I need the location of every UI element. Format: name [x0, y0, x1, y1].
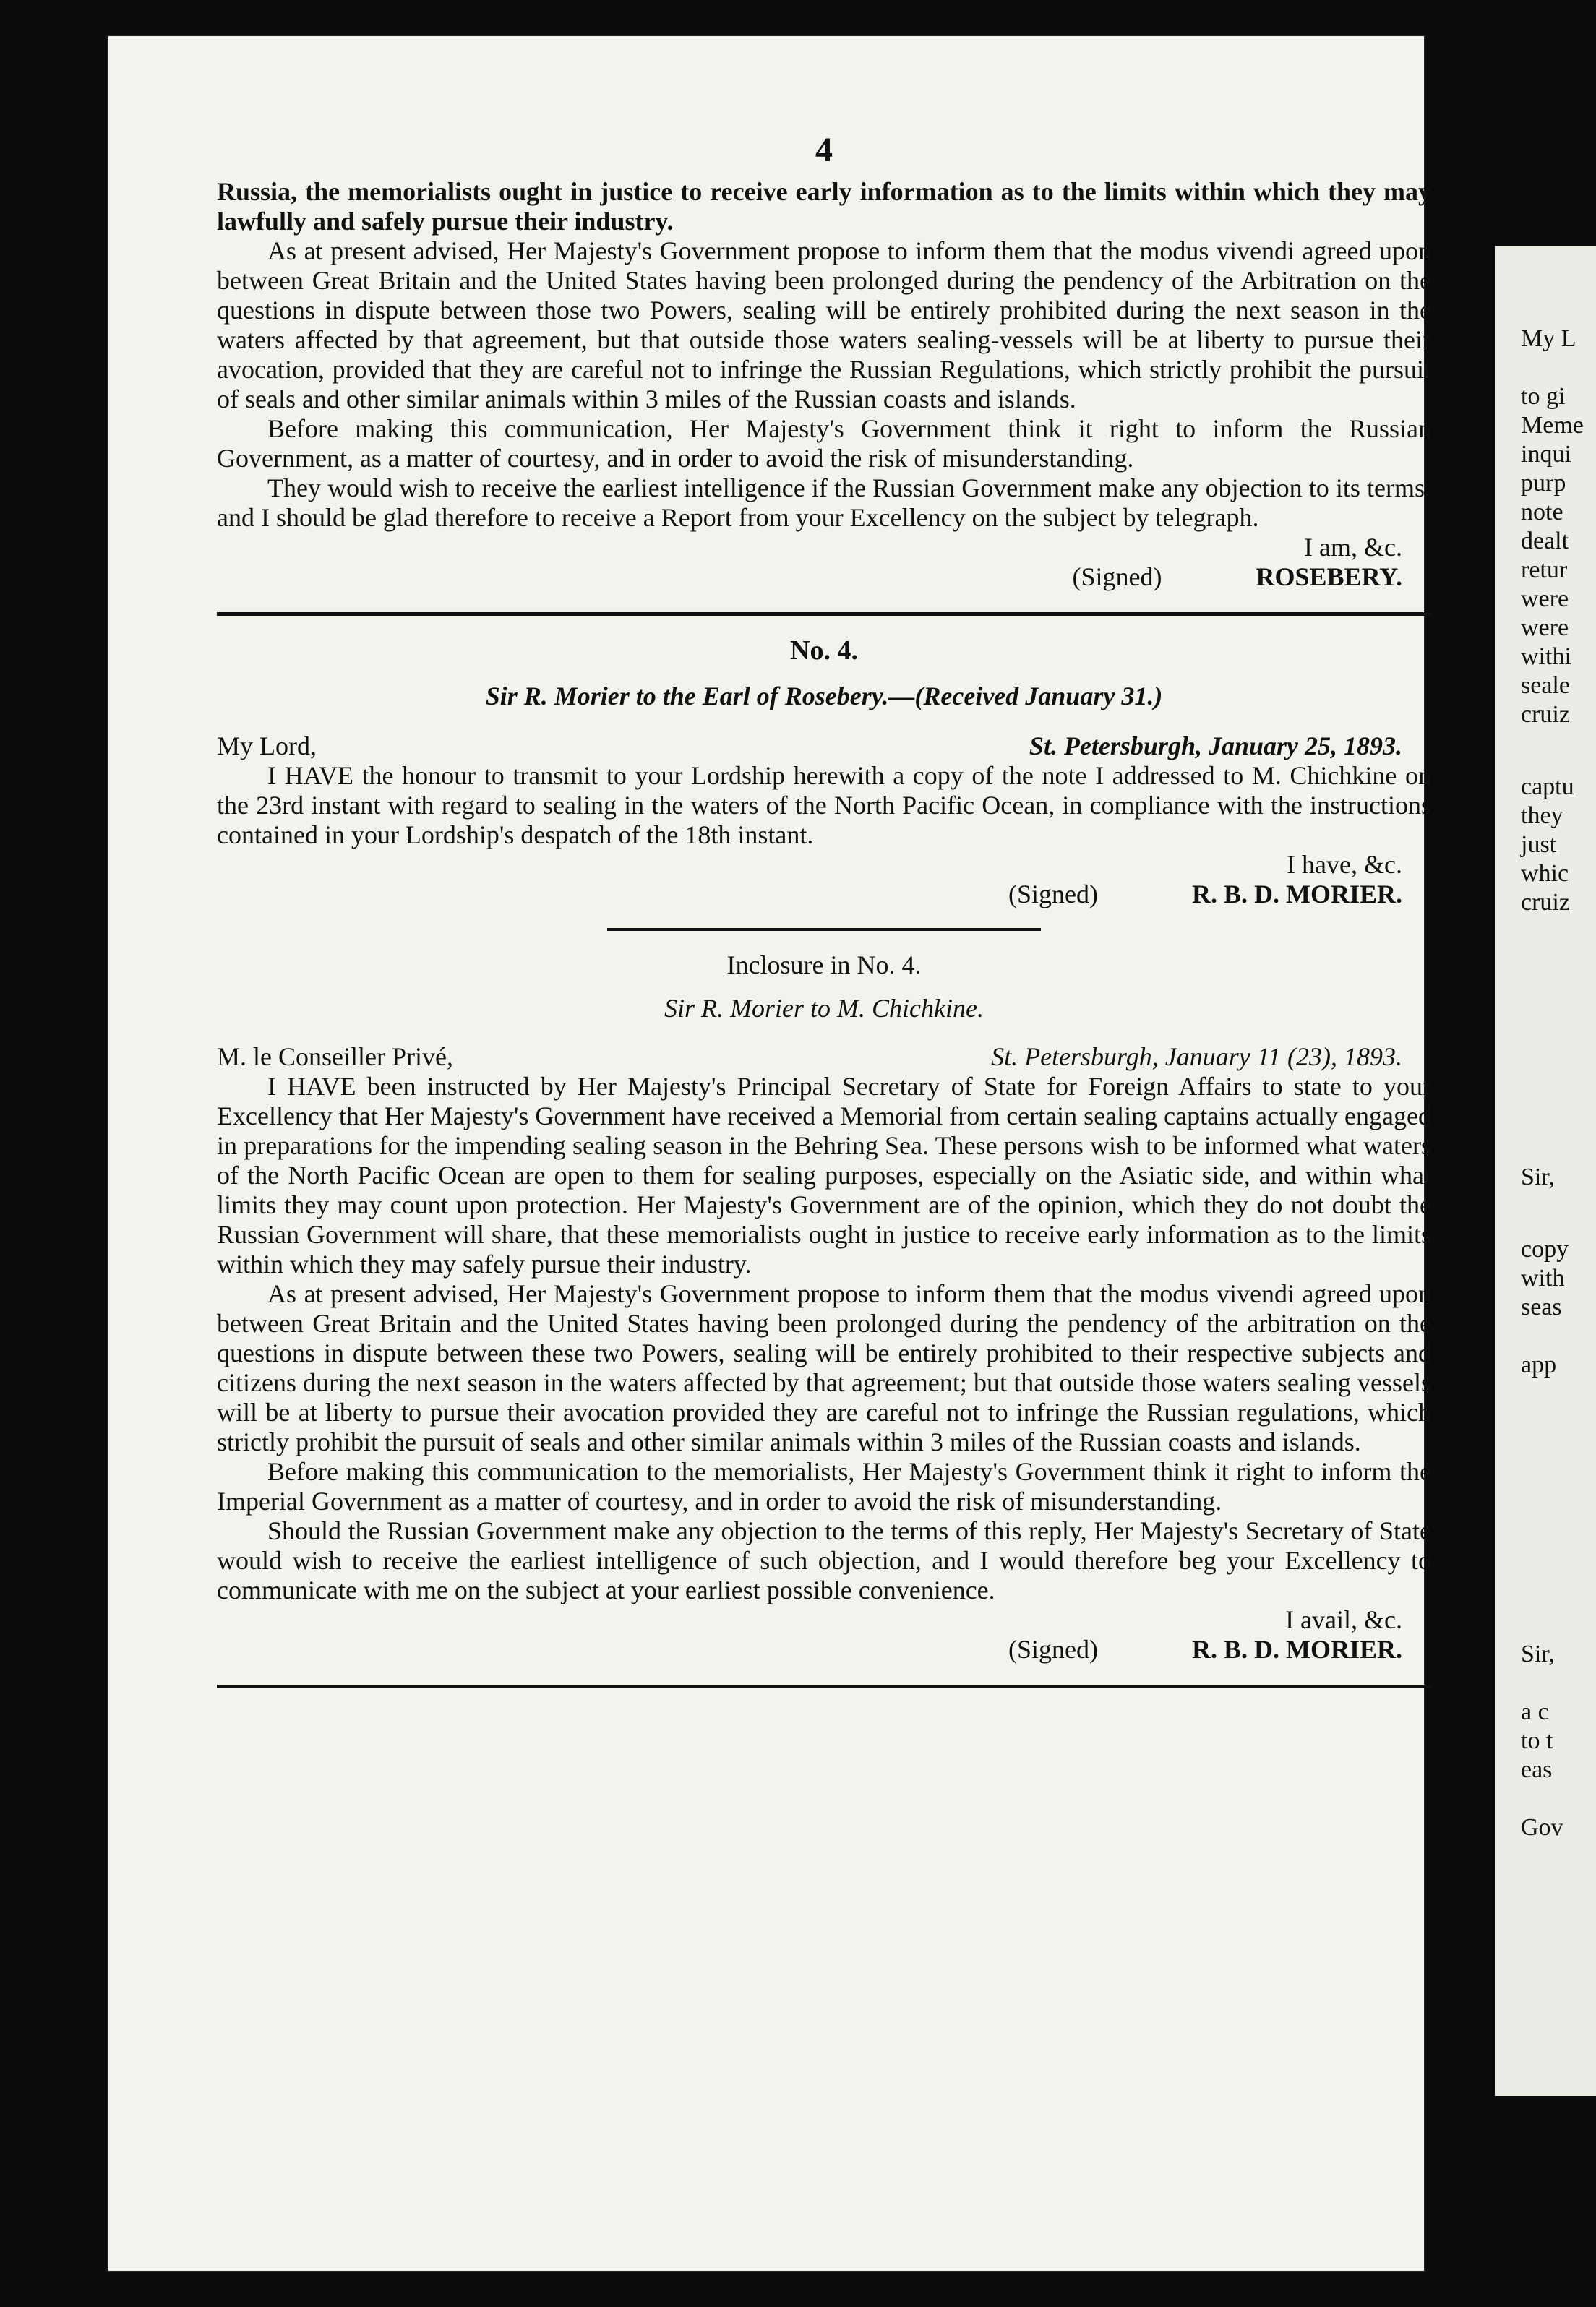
paragraph: They would wish to receive the earliest intelligence if the Russian Government make any objection to its terms, and I should be glad therefore to receive a Report from your Excellency on the subject by telegraph.	[217, 473, 1431, 532]
adjacent-page-fragment: they	[1521, 802, 1563, 829]
signature-line	[217, 562, 1431, 592]
adjacent-page-fragment: retur	[1521, 557, 1568, 583]
divider	[217, 1685, 1431, 1688]
adjacent-page-fragment: just	[1521, 831, 1557, 858]
paragraph: As at present advised, Her Majesty's Government propose to inform them that the modus vivendi agreed upon between Great Britain and the United States having been prolonged during the pendency of the arbitration on the questions in dispute between these two Powers, sealing will be entirely prohibited to their respective subjects and citizens during the next season in the waters affected by that agreement; but that outside those waters sealing vessels will be at liberty to pursue their avocation provided they are careful not to infringe the Russian regulations, which strictly prohibit the pursuit of seals and other similar animals within 3 miles of the Russian coasts and islands.	[217, 1279, 1431, 1456]
salutation: My Lord,	[217, 731, 317, 760]
document-page	[108, 36, 1431, 2271]
adjacent-page-fragment: to gi	[1521, 383, 1566, 410]
closing: I avail, &c.	[1285, 1605, 1402, 1634]
signature-line	[217, 880, 1431, 909]
paragraph: I HAVE been instructed by Her Majesty's Principal Secretary of State for Foreign Affairs to state to your Excellency that Her Majesty's Government have received a Memorial from certain sealing captains actually engaged in preparations for the impending sealing season in the Behring Sea. These persons wish to be informed what waters of the North Pacific Ocean are open to them for sealing purposes, especially on the Asiatic side, and within what limits they may count upon protection. Her Majesty's Government are of the opinion, which they do not doubt the Russian Government will share, that these memorialists ought in justice to receive early information as to the limits within which they may safely pursue their industry.	[217, 1072, 1431, 1279]
dateline	[217, 1042, 1431, 1072]
inclosure-heading: Inclosure in No. 4.	[726, 950, 922, 979]
paragraph: Russia, the memorialists ought in justice to receive early information as to the limits within which they may lawfully and safely pursue their industry.	[217, 177, 1431, 236]
adjacent-page-fragment: were	[1521, 585, 1569, 612]
signer-name: R. B. D. MORIER.	[1191, 1635, 1402, 1664]
page-number: 4	[815, 131, 833, 169]
adjacent-page-fragment: cruiz	[1521, 889, 1570, 916]
signer-name: R. B. D. MORIER.	[1191, 880, 1402, 908]
salutation: M. le Conseiller Privé,	[217, 1042, 453, 1071]
adjacent-page-fragment: My L	[1521, 325, 1576, 352]
adjacent-page-fragment: inqui	[1521, 441, 1571, 468]
place-date: St. Petersburgh, January 11 (23), 1893.	[991, 1042, 1402, 1071]
adjacent-page-fragment: dealt	[1521, 528, 1569, 554]
adjacent-page-fragment: seale	[1521, 672, 1570, 699]
signed-label: (Signed)	[1008, 880, 1098, 908]
adjacent-page-fragment: whic	[1521, 860, 1569, 887]
divider	[217, 612, 1431, 616]
paragraph: Should the Russian Government make any objection to the terms of this reply, Her Majesty's Secretary of State would wish to receive the earliest intelligence of such objection, and I would therefore beg your Excellency to communicate with me on the subject at your earliest possible convenience.	[217, 1516, 1431, 1604]
adjacent-page-fragment: Meme	[1521, 412, 1584, 439]
document-title: Sir R. Morier to M. Chichkine.	[664, 994, 984, 1023]
paragraph: Before making this communication to the memorialists, Her Majesty's Government think it right to inform the Imperial Government as a matter of courtesy, and in order to avoid the risk of misunderstanding.	[217, 1457, 1431, 1516]
adjacent-page-fragment: app	[1521, 1352, 1557, 1378]
adjacent-page-fragment: copy	[1521, 1236, 1569, 1263]
adjacent-page-fragment: captu	[1521, 773, 1574, 800]
signed-label: (Signed)	[1072, 562, 1162, 591]
adjacent-page-fragment: withi	[1521, 643, 1571, 670]
adjacent-page-fragment: eas	[1521, 1756, 1553, 1783]
divider	[607, 928, 1041, 931]
paragraph: Before making this communication, Her Majesty's Government think it right to inform the Russian Government, as a matter of courtesy, and in order to avoid the risk of misunderstanding.	[217, 414, 1431, 473]
signer-name: ROSEBERY.	[1256, 562, 1402, 591]
adjacent-page-fragment: seas	[1521, 1294, 1562, 1320]
document-title: Sir R. Morier to the Earl of Rosebery.—(Received January 31.)	[485, 682, 1163, 710]
closing: I have, &c.	[1287, 850, 1402, 879]
adjacent-page-fragment: Sir,	[1521, 1641, 1555, 1667]
adjacent-page-fragment: Sir,	[1521, 1164, 1555, 1190]
place-date: St. Petersburgh, January 25, 1893.	[1029, 731, 1402, 760]
document-number: No. 4.	[790, 635, 858, 666]
adjacent-page-fragment: to t	[1521, 1727, 1553, 1754]
adjacent-page-fragment: note	[1521, 499, 1563, 525]
adjacent-page-fragment: with	[1521, 1265, 1565, 1292]
paragraph: As at present advised, Her Majesty's Government propose to inform them that the modus vivendi agreed upon between Great Britain and the United States having been prolonged during the pendency of the Arbitration on the questions in dispute between those two Powers, sealing will be entirely prohibited during the next season in the waters affected by that agreement, but that outside those waters sealing-vessels will be at liberty to pursue their avocation, provided that they are careful not to infringe the Russian Regulations, which strictly prohibit the pursuit of seals and other similar animals within 3 miles of the Russian coasts and islands.	[217, 236, 1431, 413]
adjacent-page-fragment: a c	[1521, 1698, 1549, 1725]
signature-line	[217, 1635, 1431, 1664]
signed-label: (Signed)	[1008, 1635, 1098, 1664]
page-content	[217, 130, 1431, 1707]
adjacent-page-fragment: were	[1521, 614, 1569, 641]
adjacent-page-fragment: cruiz	[1521, 701, 1570, 728]
adjacent-page-fragment: Gov	[1521, 1814, 1563, 1841]
closing: I am, &c.	[1304, 533, 1402, 562]
adjacent-page-fragment: purp	[1521, 470, 1566, 497]
paragraph: I HAVE the honour to transmit to your Lordship herewith a copy of the note I addressed to M. Chichkine on the 23rd instant with regard to sealing in the waters of the North Pacific Ocean, in compliance with the instructions contained in your Lordship's despatch of the 18th instant.	[217, 761, 1431, 849]
adjacent-page-edge	[1495, 246, 1596, 2096]
dateline	[217, 731, 1431, 761]
